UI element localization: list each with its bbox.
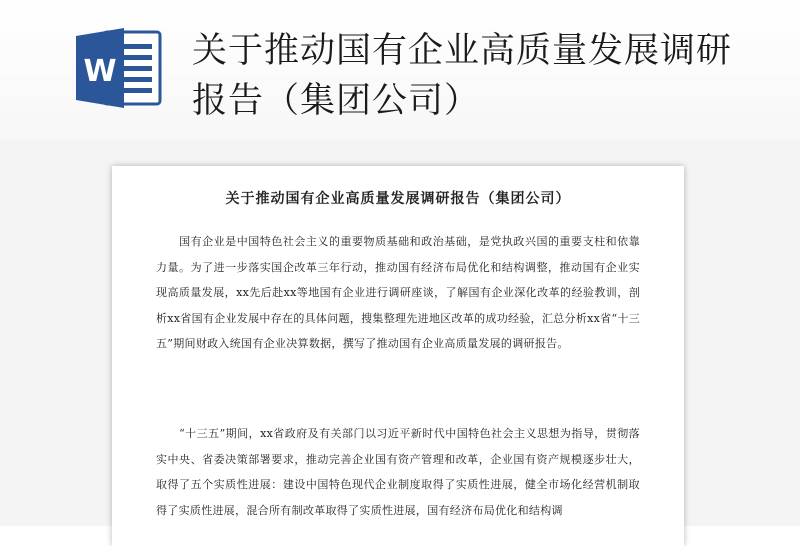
document-page — [112, 166, 684, 546]
page-title: 关于推动国有企业高质量发展调研报告（集团公司） — [192, 31, 733, 121]
document-paragraph: “十三五”期间，xx省政府及有关部门以习近平新时代中国特色社会主义思想为指导，贯彻落实中央、省委决策部署要求，推动完善企业国有资产管理和改革，企业国有资产规模逐步壮大，取得了五个实质性进展：建设中国特色现代企业制度取得了实质性进展，健全市场化经营机制取得了实质性进展，混合所有制改革取得了实质性进展，国有经济布局优化和结构调 — [156, 427, 640, 517]
word-icon-letter: W — [83, 54, 117, 89]
document-paragraph: 国有企业是中国特色社会主义的重要物质基础和政治基础，是党执政兴国的重要支柱和依靠力量。为了进一步落实国企改革三年行动，推动国有经济布局优化和结构调整，推动国有企业实现高质量发展，xx先后赴xx等地国有企业进行调研座谈，了解国有企业深化改革的经验教训，剖析xx省国有企业发展中存在的具体问题，搜集整理先进地区改革的成功经验，汇总分析xx省“十三五”期间财政入统国有企业决算数据，撰写了推动国有企业高质量发展的调研报告。 — [156, 235, 640, 351]
word-document-icon — [74, 26, 166, 110]
header-banner — [0, 0, 800, 140]
document-title: 关于推动国有企业高质量发展调研报告（集团公司） — [225, 191, 571, 207]
